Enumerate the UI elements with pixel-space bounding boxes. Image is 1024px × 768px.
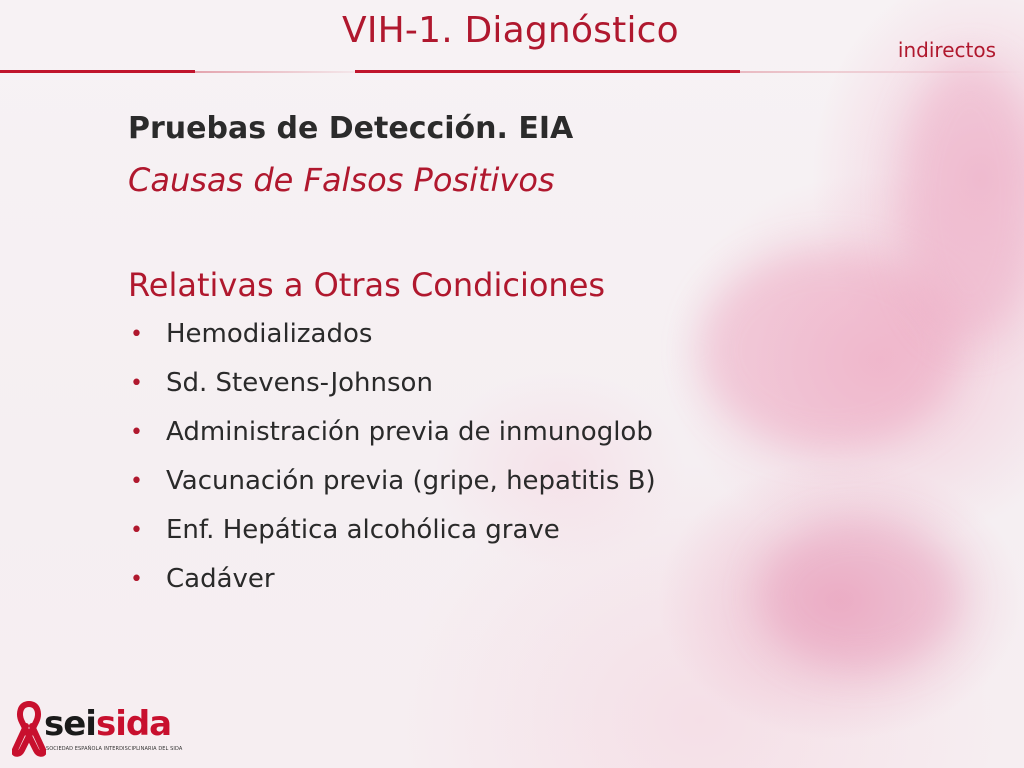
slide-title: VIH-1. Diagnóstico [342, 10, 679, 51]
section-title: Relativas a Otras Condiciones [128, 266, 606, 304]
logo-tagline: SOCIEDAD ESPAÑOLA INTERDISCIPLINARIA DEL SIDA [46, 746, 183, 752]
seisida-logo [12, 700, 183, 762]
list-item [128, 555, 928, 604]
list-item-text: Vacunación previa (gripe, hepatitis B) [166, 466, 656, 496]
list-item [128, 359, 928, 408]
logo-wordmark [44, 704, 171, 744]
bullet-icon: • [130, 420, 143, 445]
content-subheading: Causas de Falsos Positivos [128, 161, 555, 199]
list-item-text: Hemodializados [166, 319, 373, 349]
logo-wordmark-part: sida [95, 704, 172, 744]
red-ribbon-icon [12, 700, 46, 760]
list-item [128, 506, 928, 555]
bullet-icon: • [130, 371, 143, 396]
header-divider [195, 71, 355, 73]
bullet-icon: • [130, 567, 143, 592]
list-item [128, 310, 928, 359]
header-divider [740, 71, 1024, 73]
slide-body [128, 104, 928, 604]
logo-wordmark-part: sei [44, 704, 96, 744]
list-item-text: Sd. Stevens-Johnson [166, 368, 433, 398]
bullet-icon: • [130, 322, 143, 347]
list-item-text: Administración previa de inmunoglob [166, 417, 653, 447]
bullet-icon: • [130, 518, 143, 543]
content-heading: Pruebas de Detección. EIA [128, 111, 574, 146]
bullet-icon: • [130, 469, 143, 494]
bullet-list [128, 310, 928, 604]
list-item-text: Cadáver [166, 564, 275, 594]
slide-subtitle: indirectos [897, 38, 996, 62]
header-divider [0, 70, 195, 73]
list-item [128, 408, 928, 457]
list-item [128, 457, 928, 506]
list-item-text: Enf. Hepática alcohólica grave [166, 515, 560, 545]
header-divider [355, 70, 740, 73]
